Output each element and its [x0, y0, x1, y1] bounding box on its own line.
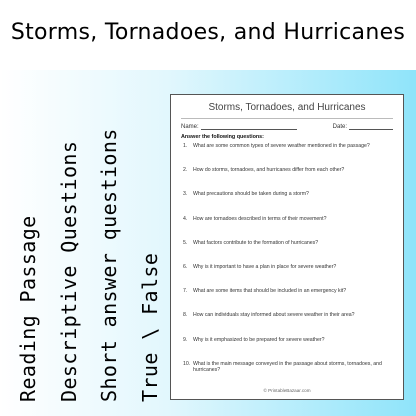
question-number: 10. [183, 360, 191, 367]
question-number: 3. [183, 191, 188, 198]
question-item [181, 191, 393, 215]
question-number: 6. [183, 263, 188, 270]
question-number: 5. [183, 239, 188, 246]
question-item [181, 337, 393, 361]
question-text: How are tornadoes described in terms of their movement? [193, 215, 327, 222]
date-line [349, 124, 393, 130]
side-label-group [14, 102, 164, 402]
worksheet-preview [170, 94, 404, 400]
question-text: Why is it important to have a plan in place for severe weather? [193, 263, 337, 270]
question-text: What are some items that should be included in an emergency kit? [193, 288, 347, 295]
question-number: 2. [183, 167, 188, 174]
question-item [181, 167, 393, 191]
question-text: Why is it emphasized to be prepared for severe weather? [193, 336, 325, 343]
name-field [181, 124, 297, 130]
question-text: What is the main message conveyed in the passage about storms, tornadoes, and hurricanes? [193, 360, 382, 374]
date-field [333, 124, 393, 130]
question-number: 7. [183, 288, 188, 295]
question-item [181, 143, 393, 167]
question-item [181, 288, 393, 312]
question-item [181, 361, 393, 385]
side-label-short-answer: Short answer questions [97, 128, 122, 402]
question-text: How do storms, tornadoes, and hurricanes differ from each other? [193, 167, 345, 174]
side-label-reading-passage: Reading Passage [16, 215, 40, 402]
worksheet-instructions: Answer the following questions: [181, 134, 264, 140]
question-item [181, 264, 393, 288]
question-text: What factors contribute to the formation of hurricanes? [193, 239, 319, 246]
question-number: 1. [183, 143, 188, 149]
name-label: Name: [181, 124, 199, 130]
question-item [181, 240, 393, 264]
question-item [181, 216, 393, 240]
worksheet-fields [181, 124, 393, 130]
question-number: 8. [183, 312, 188, 319]
question-list [181, 143, 393, 385]
question-text: What are some common types of severe weather mentioned in the passage? [193, 143, 370, 149]
question-item [181, 312, 393, 336]
side-label-true-false: True \ False [137, 252, 162, 402]
page-title: Storms, Tornadoes, and Hurricanes [10, 20, 406, 45]
worksheet-footer: © PrintableBazaar.com [263, 388, 311, 393]
date-label: Date: [332, 124, 347, 130]
question-number: 9. [183, 336, 188, 343]
name-line [201, 124, 297, 130]
question-text: What precautions should be taken during a storm? [193, 191, 309, 198]
question-number: 4. [183, 215, 188, 222]
worksheet-title: Storms, Tornadoes, and Hurricanes [181, 102, 393, 119]
question-text: How can individuals stay informed about severe weather in their area? [193, 312, 355, 319]
side-label-descriptive-questions: Descriptive Questions [56, 140, 81, 402]
